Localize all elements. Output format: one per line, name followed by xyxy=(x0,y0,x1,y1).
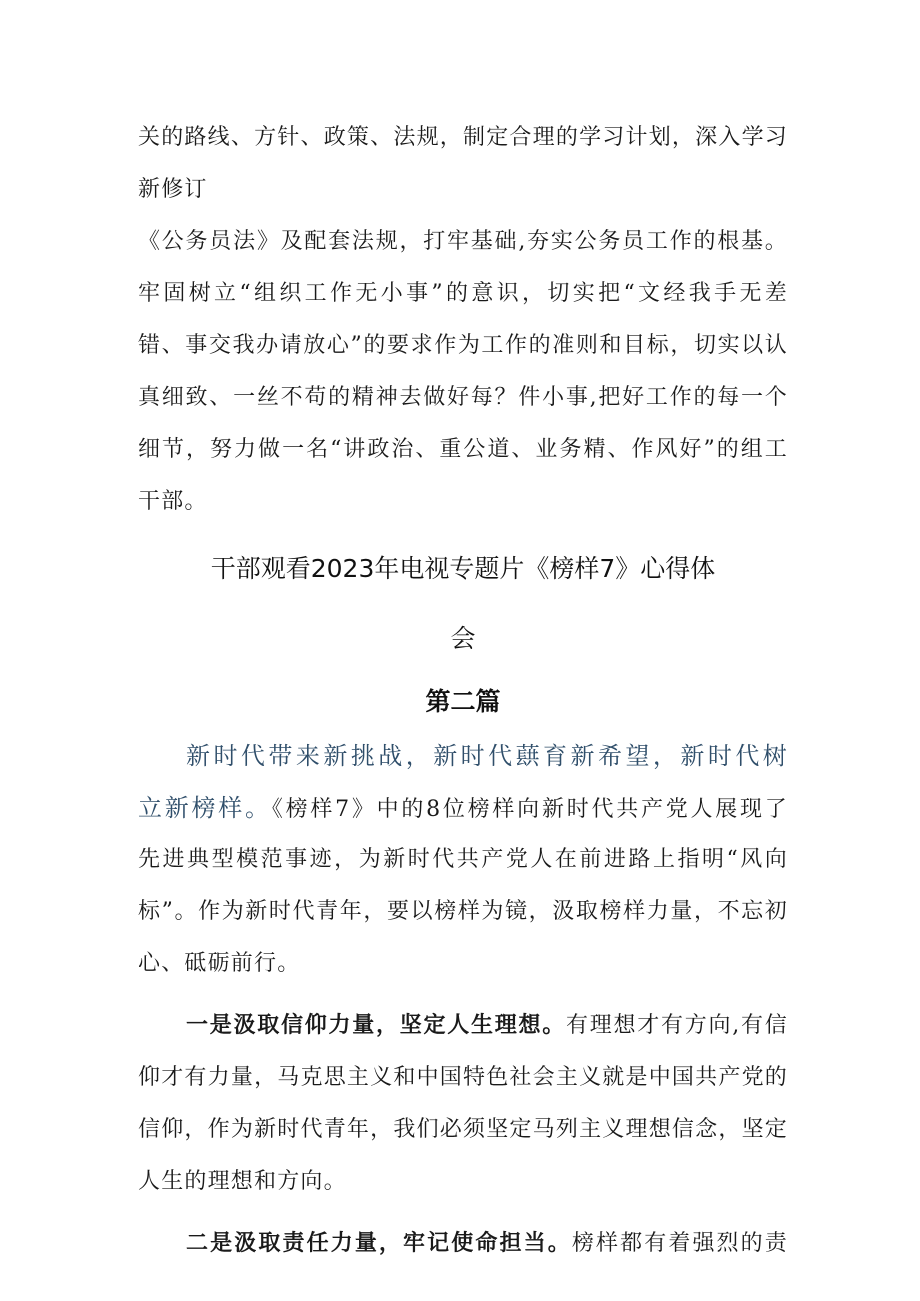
text-line: 关的路线、方针、政策、法规，制定合理的学习计划，深入学习 xyxy=(138,125,788,150)
text-line: 牢固树立“组织工作无小事”的意识，切实把“文经我手无差 xyxy=(138,281,788,306)
text-line: 干部。 xyxy=(138,489,208,514)
text-line: 标”。作为新时代青年，要以榜样为镜，汲取榜样力量，不忘初 xyxy=(138,899,788,924)
paragraph-lead-line xyxy=(138,730,788,782)
point-heading: 一是汲取信仰力量，坚定人生理想。 xyxy=(186,1013,567,1038)
lead-text: 新时代带来新挑战，新时代蕻育新希望，新时代树 xyxy=(186,742,788,770)
body-text: 榜样都有着强烈的责 xyxy=(571,1231,788,1256)
text-line: 心、砥砺前行。 xyxy=(138,951,301,976)
document-page xyxy=(138,112,788,1270)
text-line: 先进典型模范事迹，为新时代共产党人在前进路上指明“风向 xyxy=(138,847,788,872)
text-line: 《公务员法》及配套法规，打牢基础,夯实公务员工作的根基。 xyxy=(138,229,788,254)
text-line: 真细致、一丝不苟的精神去做好每？件小事,把好工作的每一个 xyxy=(138,385,788,410)
article-title-line-1: 干部观看2023年电视专题片《榜样7》心得体 xyxy=(210,554,716,583)
text-line: 仰才有力量，马克思主义和中国特色社会主义就是中国共产党的 xyxy=(138,1065,788,1090)
text-line xyxy=(138,782,788,834)
body-text: 《榜样7》中的8位榜样向新时代共产党人展现了 xyxy=(271,797,788,822)
article-subtitle: 第二篇 xyxy=(425,687,501,716)
body-text: 有理想才有方向,有信 xyxy=(566,1013,788,1038)
text-line: 新修订 xyxy=(138,177,208,202)
text-line xyxy=(138,1000,788,1052)
text-line: 人生的理想和方向。 xyxy=(138,1169,347,1194)
text-line: 信仰，作为新时代青年，我们必须坚定马列主义理想信念，坚定 xyxy=(138,1117,788,1142)
text-line: 细节，努力做一名“讲政治、重公道、业务精、作风好”的组工 xyxy=(138,437,788,462)
text-line: 错、事交我办请放心”的要求作为工作的准则和目标，切实以认 xyxy=(138,333,788,358)
point-heading: 二是汲取责任力量，牢记使命担当。 xyxy=(186,1231,572,1256)
lead-text: 立新榜样。 xyxy=(138,794,272,822)
article-title-line-2: 会 xyxy=(450,624,476,653)
text-line xyxy=(138,1218,788,1270)
